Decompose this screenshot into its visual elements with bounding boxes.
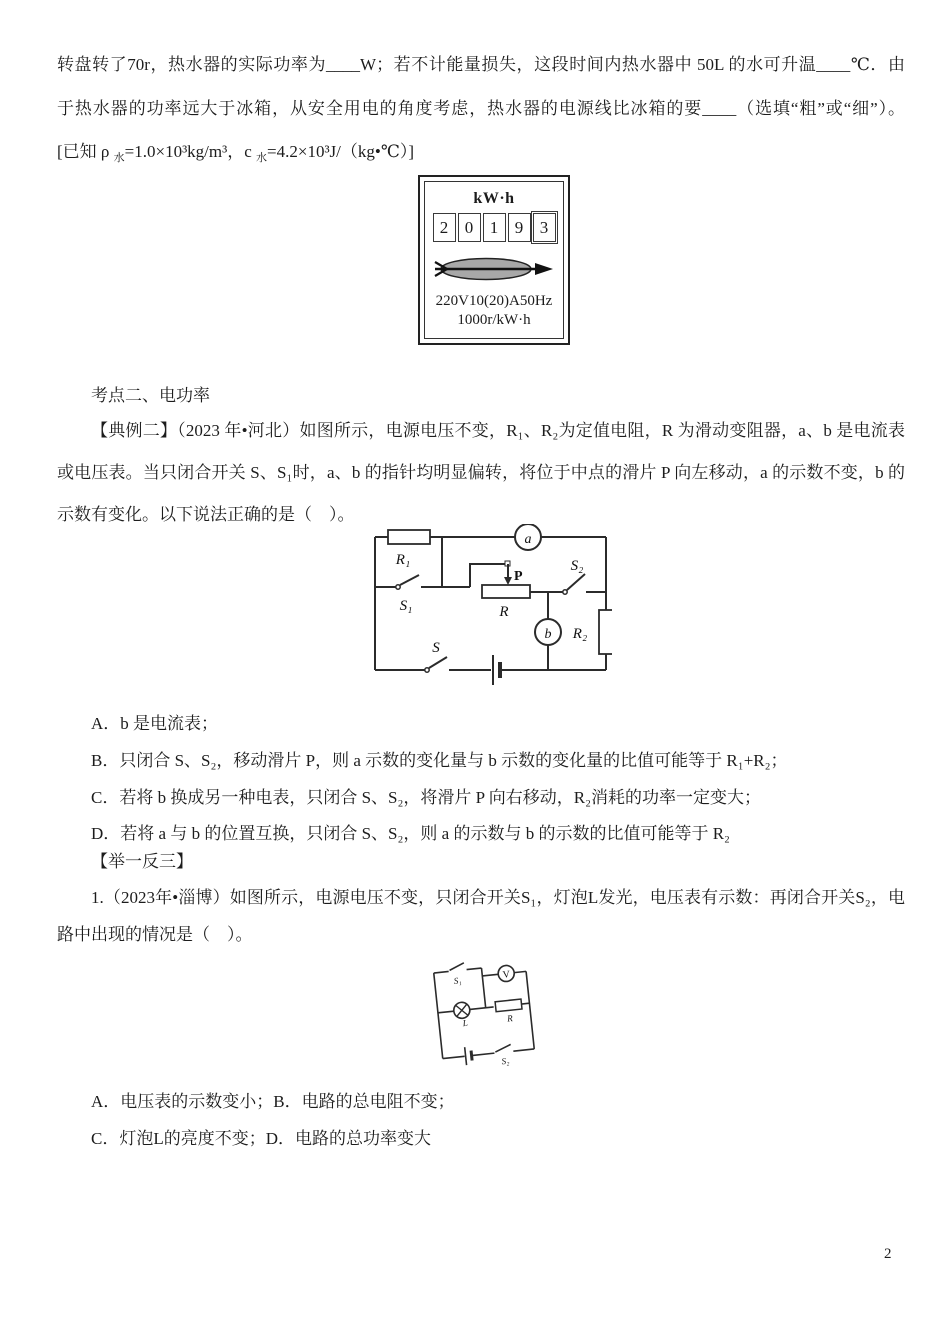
circuit-diagram-1 xyxy=(372,524,612,690)
label-s1: S₁ xyxy=(399,598,413,614)
switch-s xyxy=(375,657,491,672)
label-r1: R₁ xyxy=(395,552,411,568)
water-subscript: 水 xyxy=(256,152,268,164)
page-number: 2 xyxy=(884,1246,892,1262)
meter-a xyxy=(515,524,541,550)
energy-meter-figure xyxy=(418,175,570,345)
meter-rating-label: 220V10(20)A50Hz xyxy=(435,293,553,309)
intro-line-2: 于热水器的功率远大于冰箱，从安全用电的角度考虑，热水器的电源线比冰箱的要____（选填“粗”或“细”）。 xyxy=(57,99,905,118)
rheostat-r xyxy=(470,561,548,598)
water-subscript: 水 xyxy=(113,152,125,164)
option-b: B．只闭合 S、S₂，移动滑片 P，则 a 示数的变化量与 b 示数的变化量的比值可能等于 R₁+R₂； xyxy=(91,751,788,770)
label-s: S xyxy=(432,640,440,656)
meter-constant-label: 1000r/kW·h xyxy=(457,312,531,328)
resistor-r2 xyxy=(599,610,612,654)
meter-digit: 1 xyxy=(483,213,506,242)
meter-digit: 0 xyxy=(458,213,481,242)
meter-digit-row xyxy=(433,213,556,242)
circuit-diagram-2 xyxy=(424,956,549,1074)
label-s2-small: S₂ xyxy=(501,1055,510,1067)
q1-options-ab: A．电压表的示数变小；B．电路的总电阻不变； xyxy=(91,1092,455,1111)
energy-meter-inner-frame xyxy=(424,181,564,339)
resistor-r-small xyxy=(495,998,530,1011)
meter-digit: 2 xyxy=(433,213,456,242)
q1-options-cd: C．灯泡L的亮度不变；D．电路的总功率变大 xyxy=(91,1129,431,1148)
switch-s2-small xyxy=(471,1042,534,1056)
option-c: C．若将 b 换成另一种电表，只闭合 S、S₂，将滑片 P 向右移动，R₂消耗的功率一定变大； xyxy=(91,788,762,807)
label-r2: R₂ xyxy=(572,626,588,642)
formula-part: =1.0×10³kg/m³，c xyxy=(124,142,257,161)
switch-s2 xyxy=(548,574,606,594)
example2-line-2: 或电压表。当只闭合开关 S、S₁时，a、b 的指针均明显偏转，将位于中点的滑片 P 向左移动，a 的示数不变，b 的 xyxy=(57,463,905,482)
switch-s1 xyxy=(375,575,470,589)
label-l-small: L xyxy=(462,1017,469,1029)
meter-disc-icon xyxy=(432,254,556,284)
label-r: R xyxy=(499,604,509,620)
meter-digit: 9 xyxy=(508,213,531,242)
label-p: P xyxy=(514,569,523,584)
meter-unit-label: kW·h xyxy=(473,190,515,207)
q1-line-1: 1.（2023年•淄博）如图所示，电源电压不变，只闭合开关S₁，灯泡L发光，电压表有示数：再闭合开关S₂，电 xyxy=(91,888,905,907)
followup-heading: 【举一反三】 xyxy=(91,852,193,871)
intro-line-1: 转盘转了70r，热水器的实际功率为____W；若不计能量损失，这段时间内热水器中 50L 的水可升温____℃．由 xyxy=(57,55,905,74)
svg-text:a: a xyxy=(524,532,532,547)
battery-icon xyxy=(493,655,606,685)
battery-icon-small xyxy=(442,1047,473,1068)
meter-b xyxy=(535,592,561,670)
example2-line-3: 示数有变化。以下说法正确的是（ ）。 xyxy=(57,505,355,524)
switch-s1-small xyxy=(433,961,481,973)
svg-text:V: V xyxy=(502,969,511,981)
meter-digit-tenths: 3 xyxy=(533,213,556,242)
label-s1-small: S₁ xyxy=(453,975,462,986)
example2-line-1: 【典例二】（2023 年•河北）如图所示，电源电压不变，R₁、R₂为定值电阻，R 为滑动变阻器，a、b 是电流表 xyxy=(91,421,905,440)
resistor-r1 xyxy=(388,530,430,544)
formula-part: [已知 ρ xyxy=(57,142,114,161)
section-heading: 考点二、电功率 xyxy=(91,386,210,405)
option-a: A．b 是电流表； xyxy=(91,714,219,733)
option-d: D．若将 a 与 b 的位置互换，只闭合 S、S₂，则 a 的示数与 b 的示数的比值可能等于 R₂ xyxy=(91,824,730,843)
voltmeter xyxy=(481,963,526,984)
q1-line-2: 路中出现的情况是（ ）。 xyxy=(57,925,253,944)
label-r-small: R xyxy=(506,1013,514,1024)
formula-part: =4.2×10³J/（kg•℃）] xyxy=(267,142,415,161)
intro-formula xyxy=(57,139,414,171)
svg-text:b: b xyxy=(544,627,552,642)
label-s2: S₂ xyxy=(570,558,584,574)
